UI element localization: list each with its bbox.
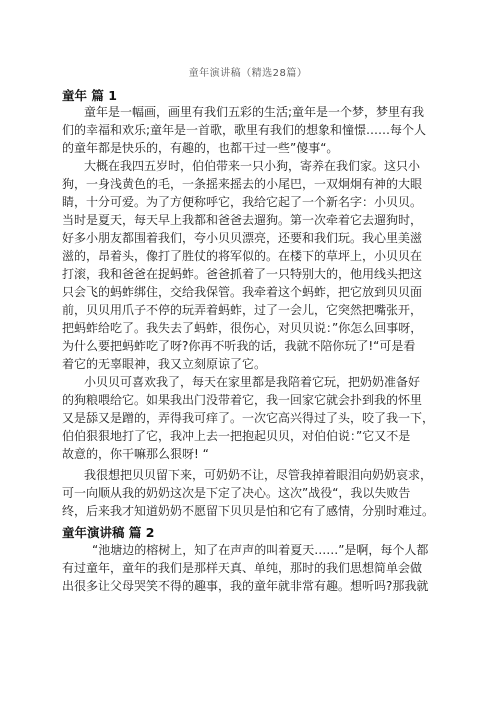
paragraph-line: “池塘边的榕树上，知了在声声的叫着夏天……”是啊，每个人都	[92, 543, 429, 557]
paragraph-line: 着它的无辜眼神，我又立刻原谅了它。	[62, 357, 267, 371]
paragraph-line: 滋的，昂着头，像打了胜仗的将军似的。在楼下的草坪上，小贝贝在	[62, 249, 423, 263]
paragraph-line: 小贝贝可喜欢我了，每天在家里都是我陪着它玩，把奶奶准备好	[84, 375, 421, 389]
document-title: 童年演讲稿（精选28篇）	[188, 68, 308, 79]
paragraph-line: 把蚂蚱给吃了。我失去了蚂蚱，很伤心，对贝贝说：”你怎么回事呀，	[62, 321, 423, 335]
paragraph-line: 我很想把贝贝留下来，可奶奶不让，尽管我掉着眼泪向奶奶哀求，	[84, 468, 433, 482]
paragraph-line: 只会飞的蚂蚱绑住，交给我保管。我牵着这个蚂蚱，把它放到贝贝面	[62, 285, 423, 299]
paragraph-line: 打滚，我和爸爸在捉蚂蚱。爸爸抓着了一只特别大的，他用线头把这	[62, 267, 423, 281]
paragraph-line: 伯伯狠狠地打了它，我冲上去一把抱起贝贝，对伯伯说：”它又不是	[62, 429, 411, 443]
paragraph-line: 终，后来我才知道奶奶不愿留下贝贝是怕和它有了感情，分别时难过。	[62, 504, 435, 518]
paragraph-line: 睛，十分可爱。为了方便称呼它，我给它起了一个新名字：小贝贝。	[62, 195, 423, 209]
paragraph-line: 童年是一幅画，画里有我们五彩的生活;童年是一个梦，梦里有我	[84, 105, 425, 119]
section-heading: 童年 篇 1	[62, 88, 117, 103]
paragraph-line: 前，贝贝用爪子不停的玩弄着蚂蚱，过了一会儿，它突然把嘴张开，	[62, 303, 423, 317]
paragraph-line: 又是舔又是蹭的，弄得我可痒了。一次它高兴得过了头，咬了我一下，	[62, 411, 435, 425]
paragraph-line: 故意的，你干嘛那么狠呀! “	[62, 447, 209, 461]
paragraph-line: 为什么要把蚂蚱吃了呀?你再不听我的话，我就不陪你玩了!“可是看	[62, 339, 416, 353]
paragraph-line: 们的幸福和欢乐;童年是一首歌，歌里有我们的想象和憧憬……每个人	[62, 123, 427, 137]
paragraph-line: 大概在我四五岁时，伯伯带来一只小狗，寄养在我们家。这只小	[84, 159, 421, 173]
section-heading: 童年演讲稿 篇 2	[62, 525, 155, 540]
paragraph-line: 狗，一身浅黄色的毛，一条摇来摇去的小尾巴，一双炯炯有神的大眼	[62, 177, 423, 191]
paragraph-line: 出很多让父母哭笑不得的趣事，我的童年就非常有趣。想听吗?那我就	[62, 579, 429, 593]
paragraph-line: 好多小朋友都围着我们，夸小贝贝漂亮，还要和我们玩。我心里美滋	[62, 231, 423, 245]
paragraph-line: 的童年都是快乐的，有趣的，也都干过一些”傻事“。	[62, 141, 339, 155]
paragraph-line: 的狗粮喂给它。如果我出门没带着它，我一回家它就会扑到我的怀里	[62, 393, 423, 407]
paragraph-line: 当时是夏天，每天早上我都和爸爸去遛狗。第一次牵着它去遛狗时，	[62, 213, 423, 227]
paragraph-line: 有过童年，童年的我们是那样天真、单纯，那时的我们思想简单会做	[62, 561, 423, 575]
paragraph-line: 可一向顺从我的奶奶这次是下定了决心。这次”战役“，我以失败告	[62, 486, 411, 500]
